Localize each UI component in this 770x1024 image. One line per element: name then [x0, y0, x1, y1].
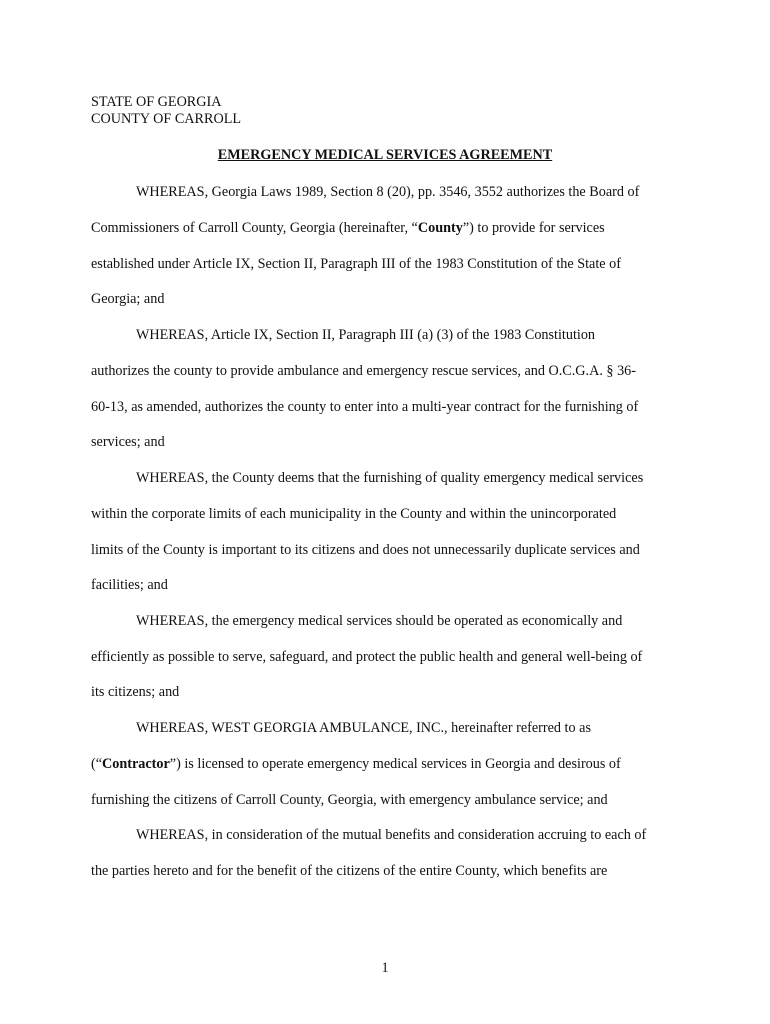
page-number: 1: [381, 960, 389, 976]
paragraph-line: the parties hereto and for the benefit of the citizens of the entire County, which benefits are: [91, 863, 608, 879]
paragraph-line: within the corporate limits of each municipality in the County and within the unincorporated: [91, 506, 617, 522]
paragraph-line: its citizens; and: [91, 684, 180, 700]
paragraph-line: WHEREAS, the emergency medical services should be operated as economically and: [136, 613, 623, 629]
text-span: Commissioners of Carroll County, Georgia (hereinafter, “: [91, 220, 418, 236]
paragraph-line: authorizes the county to provide ambulance and emergency rescue services, and O.C.G.A. § 36-: [91, 363, 636, 379]
text-span: ”) to provide for services: [462, 220, 605, 236]
paragraph-line: limits of the County is important to its citizens and does not unnecessarily duplicate services and: [91, 542, 640, 558]
paragraph-line: WHEREAS, in consideration of the mutual benefits and consideration accruing to each of: [136, 827, 647, 843]
paragraph-line: established under Article IX, Section II, Paragraph III of the 1983 Constitution of the State of: [91, 256, 621, 272]
paragraph-line: WHEREAS, the County deems that the furnishing of quality emergency medical services: [136, 470, 644, 486]
county-defined-term: County: [417, 220, 463, 236]
paragraph-line: efficiently as possible to serve, safeguard, and protect the public health and general well-being of: [91, 649, 643, 665]
paragraph-line: furnishing the citizens of Carroll County, Georgia, with emergency ambulance service; and: [91, 792, 608, 808]
paragraph-line: facilities; and: [91, 577, 168, 593]
paragraph-line-county: [91, 219, 605, 237]
paragraph-line: Georgia; and: [91, 291, 165, 307]
document-title: EMERGENCY MEDICAL SERVICES AGREEMENT: [217, 147, 553, 163]
paragraph-line: WHEREAS, WEST GEORGIA AMBULANCE, INC., hereinafter referred to as: [136, 720, 591, 736]
county-heading: COUNTY OF CARROLL: [91, 111, 242, 127]
text-span: ”) is licensed to operate emergency medical services in Georgia and desirous of: [169, 756, 621, 772]
text-span: (“: [91, 756, 103, 772]
paragraph-line: 60-13, as amended, authorizes the county to enter into a multi-year contract for the furnishing of: [91, 399, 639, 415]
paragraph-line: WHEREAS, Georgia Laws 1989, Section 8 (20), pp. 3546, 3552 authorizes the Board of: [136, 184, 640, 200]
state-heading: STATE OF GEORGIA: [91, 94, 222, 110]
paragraph-line-contractor: [91, 755, 621, 773]
paragraph-line: services; and: [91, 434, 165, 450]
paragraph-line: WHEREAS, Article IX, Section II, Paragraph III (a) (3) of the 1983 Constitution: [136, 327, 596, 343]
contractor-defined-term: Contractor: [102, 756, 170, 772]
